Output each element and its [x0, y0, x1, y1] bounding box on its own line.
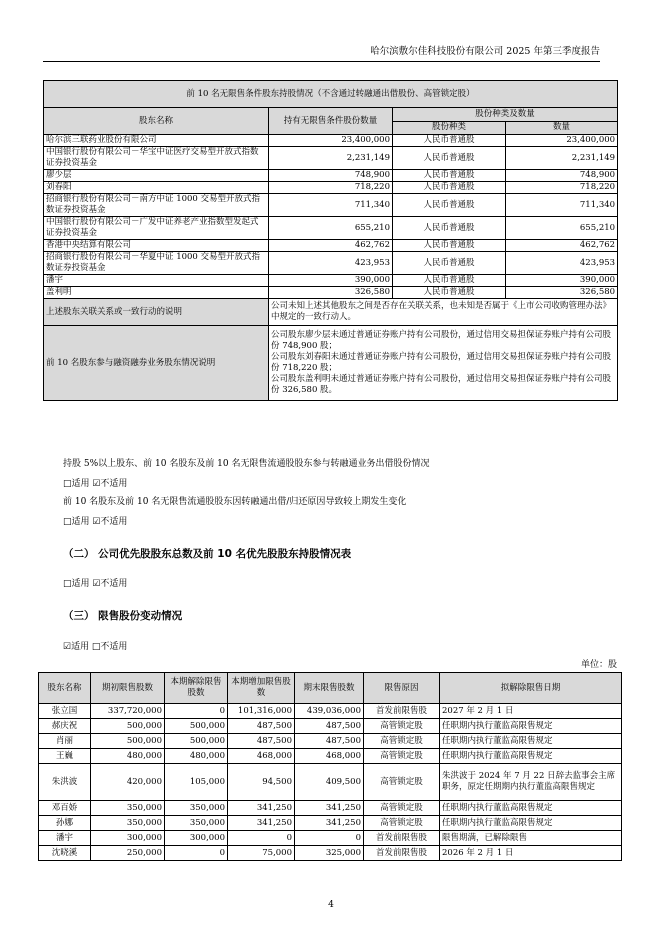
shareholder-qty: 718,220 — [269, 182, 393, 194]
share-type: 人民币普通股 — [393, 182, 506, 194]
margin-trading-line: 公司股东廖少层未通过普通证券账户持有公司股份，通过信用交易担保证券账户持有公司股份 748,900 股； — [271, 330, 612, 351]
shareholder-qty: 23,400,000 — [269, 135, 393, 147]
restriction-reason: 高管锁定股 — [364, 816, 440, 831]
added-shares: 468,000 — [228, 749, 295, 764]
opening-shares: 250,000 — [91, 846, 165, 861]
share-type: 人民币普通股 — [393, 147, 506, 170]
added-shares: 341,250 — [228, 801, 295, 816]
share-count: 2,231,149 — [506, 147, 618, 170]
table-row — [39, 704, 622, 719]
holder-name: 郝庆祝 — [39, 719, 91, 734]
shareholder-name: 香港中央结算有限公司 — [44, 240, 269, 252]
restriction-reason: 首发前限售股 — [364, 831, 440, 846]
table2-col-name: 股东名称 — [39, 673, 91, 704]
closing-shares: 341,250 — [295, 816, 364, 831]
table-row — [44, 135, 618, 147]
holder-name: 肖丽 — [39, 734, 91, 749]
shareholder-qty: 655,210 — [269, 217, 393, 240]
restriction-reason: 高管锁定股 — [364, 764, 440, 801]
release-date: 2027 年 2 月 1 日 — [440, 704, 622, 719]
related-parties-text: 公司未知上述其他股东之间是否存在关联关系，也未知是否属于《上市公司收购管理办法》中规定的一致行动人。 — [269, 299, 618, 326]
share-type: 人民币普通股 — [393, 240, 506, 252]
holder-name: 王巍 — [39, 749, 91, 764]
change-applicability: □适用 ☑不适用 — [63, 517, 128, 527]
opening-shares: 500,000 — [91, 719, 165, 734]
shareholder-qty: 390,000 — [269, 275, 393, 287]
table2-col-added: 本期增加限售股数 — [228, 673, 295, 704]
shareholder-qty: 326,580 — [269, 287, 393, 299]
holder-name: 潘宇 — [39, 831, 91, 846]
restricted-applicability: ☑适用 □不适用 — [63, 642, 128, 652]
opening-shares: 300,000 — [91, 831, 165, 846]
table2-col-reason: 限售原因 — [364, 673, 440, 704]
table-row — [44, 194, 618, 217]
share-type: 人民币普通股 — [393, 252, 506, 275]
released-shares: 105,000 — [165, 764, 228, 801]
table2-col-opening: 期初限售股数 — [91, 673, 165, 704]
restricted-shares-table — [38, 672, 622, 861]
table-row — [39, 734, 622, 749]
table-row — [44, 147, 618, 170]
shareholder-name: 刘春阳 — [44, 182, 269, 194]
release-date: 2026 年 2 月 1 日 — [440, 846, 622, 861]
restriction-reason: 高管锁定股 — [364, 749, 440, 764]
opening-shares: 350,000 — [91, 816, 165, 831]
table2-col-released: 本期解除限售股数 — [165, 673, 228, 704]
margin-trading-text — [269, 326, 618, 401]
share-type: 人民币普通股 — [393, 217, 506, 240]
margin-trading-line: 公司股东刘春阳未通过普通证券账户持有公司股份，通过信用交易担保证券账户持有公司股份 718,220 股； — [271, 352, 612, 373]
page-number: 4 — [328, 900, 334, 910]
holder-name: 朱洪波 — [39, 764, 91, 801]
opening-shares: 337,720,000 — [91, 704, 165, 719]
added-shares: 487,500 — [228, 734, 295, 749]
released-shares: 500,000 — [165, 734, 228, 749]
restriction-reason: 首发前限售股 — [364, 846, 440, 861]
shareholder-qty: 2,231,149 — [269, 147, 393, 170]
opening-shares: 500,000 — [91, 734, 165, 749]
table-row — [44, 240, 618, 252]
holder-name: 沈晓溪 — [39, 846, 91, 861]
table2-col-release-date: 拟解除限售日期 — [440, 673, 622, 704]
released-shares: 0 — [165, 704, 228, 719]
table-row — [39, 719, 622, 734]
opening-shares: 420,000 — [91, 764, 165, 801]
closing-shares: 325,000 — [295, 846, 364, 861]
share-type: 人民币普通股 — [393, 275, 506, 287]
added-shares: 341,250 — [228, 816, 295, 831]
released-shares: 350,000 — [165, 816, 228, 831]
share-type: 人民币普通股 — [393, 287, 506, 299]
change-paragraph: 前 10 名股东及前 10 名无限售流通股股东因转融通出借/归还原因导致较上期发生变化 — [63, 497, 407, 507]
restriction-reason: 首发前限售股 — [364, 704, 440, 719]
table-row — [39, 831, 622, 846]
lending-paragraph: 持股 5%以上股东、前 10 名股东及前 10 名无限售流通股股东参与转融通业务出借股份情况 — [63, 459, 430, 469]
closing-shares: 468,000 — [295, 749, 364, 764]
release-date: 任职期内执行董监高限售规定 — [440, 816, 622, 831]
added-shares: 487,500 — [228, 719, 295, 734]
top10-unrestricted-shareholders-table — [43, 80, 618, 401]
released-shares: 0 — [165, 846, 228, 861]
section-preferred-shares-heading: （二） 公司优先股股东总数及前 10 名优先股股东持股情况表 — [63, 548, 352, 560]
share-count: 423,953 — [506, 252, 618, 275]
release-date: 朱洪波于 2024 年 7 月 22 日辞去监事会主席职务，原定任期期内执行董监高限售规定 — [440, 764, 622, 801]
shareholder-name: 中国银行股份有限公司－广发中证养老产业指数型发起式证券投资基金 — [44, 217, 269, 240]
shareholder-name: 中国银行股份有限公司－华宝中证医疗交易型开放式指数证券投资基金 — [44, 147, 269, 170]
closing-shares: 341,250 — [295, 801, 364, 816]
share-count: 23,400,000 — [506, 135, 618, 147]
table1-col-qty: 持有无限售条件股份数量 — [269, 108, 393, 135]
margin-trading-label: 前 10 名股东参与融资融券业务股东情况说明 — [44, 326, 269, 401]
closing-shares: 487,500 — [295, 719, 364, 734]
release-date: 任职期内执行董监高限售规定 — [440, 801, 622, 816]
share-type: 人民币普通股 — [393, 194, 506, 217]
share-count: 711,340 — [506, 194, 618, 217]
unit-label: 单位：股 — [580, 660, 617, 670]
release-date: 限售期满，已解除限售 — [440, 831, 622, 846]
released-shares: 300,000 — [165, 831, 228, 846]
table-row — [44, 217, 618, 240]
table-row — [39, 749, 622, 764]
margin-trading-line: 公司股东盖利明未通过普通证券账户持有公司股份，通过信用交易担保证券账户持有公司股份 326,580 股。 — [271, 374, 612, 395]
closing-shares: 487,500 — [295, 734, 364, 749]
page-header-title: 哈尔滨敷尔佳科技股份有限公司 2025 年第三季度报告 — [370, 46, 600, 57]
share-count: 462,762 — [506, 240, 618, 252]
share-type: 人民币普通股 — [393, 135, 506, 147]
shareholder-name: 招商银行股份有限公司－华夏中证 1000 交易型开放式指数证券投资基金 — [44, 252, 269, 275]
share-count: 655,210 — [506, 217, 618, 240]
holder-name: 张立国 — [39, 704, 91, 719]
related-parties-label: 上述股东关联关系或一致行动的说明 — [44, 299, 269, 326]
share-count: 748,900 — [506, 170, 618, 182]
shareholder-qty: 711,340 — [269, 194, 393, 217]
table-row — [44, 287, 618, 299]
lending-applicability: □适用 ☑不适用 — [63, 479, 128, 489]
table-row — [44, 170, 618, 182]
closing-shares: 409,500 — [295, 764, 364, 801]
table1-col-type-group: 股份种类及数量 — [393, 108, 618, 122]
opening-shares: 350,000 — [91, 801, 165, 816]
opening-shares: 480,000 — [91, 749, 165, 764]
table-row — [44, 252, 618, 275]
share-type: 人民币普通股 — [393, 170, 506, 182]
shareholder-qty: 423,953 — [269, 252, 393, 275]
holder-name: 邓百娇 — [39, 801, 91, 816]
shareholder-name: 招商银行股份有限公司－南方中证 1000 交易型开放式指数证券投资基金 — [44, 194, 269, 217]
added-shares: 0 — [228, 831, 295, 846]
released-shares: 350,000 — [165, 801, 228, 816]
shareholder-qty: 748,900 — [269, 170, 393, 182]
table2-col-closing: 期末限售股数 — [295, 673, 364, 704]
table-row — [39, 764, 622, 801]
shareholder-name: 哈尔滨三联药业股份有限公司 — [44, 135, 269, 147]
table-row — [39, 816, 622, 831]
closing-shares: 439,036,000 — [295, 704, 364, 719]
preferred-applicability: □适用 ☑不适用 — [63, 579, 128, 589]
restriction-reason: 高管锁定股 — [364, 801, 440, 816]
closing-shares: 0 — [295, 831, 364, 846]
added-shares: 75,000 — [228, 846, 295, 861]
shareholder-name: 盖利明 — [44, 287, 269, 299]
added-shares: 94,500 — [228, 764, 295, 801]
table-row — [39, 801, 622, 816]
section-restricted-shares-heading: （三） 限售股份变动情况 — [63, 610, 183, 622]
share-count: 390,000 — [506, 275, 618, 287]
holder-name: 孙娜 — [39, 816, 91, 831]
table1-col-name: 股东名称 — [44, 108, 269, 135]
table1-col-count: 数量 — [506, 121, 618, 135]
restriction-reason: 高管锁定股 — [364, 734, 440, 749]
share-count: 326,580 — [506, 287, 618, 299]
table1-col-type: 股份种类 — [393, 121, 506, 135]
shareholder-name: 廖少层 — [44, 170, 269, 182]
header-rule — [43, 61, 600, 62]
restriction-reason: 高管锁定股 — [364, 719, 440, 734]
table1-title: 前 10 名无限售条件股东持股情况（不含通过转融通出借股份、高管锁定股） — [44, 81, 618, 108]
shareholder-name: 潘宇 — [44, 275, 269, 287]
added-shares: 101,316,000 — [228, 704, 295, 719]
share-count: 718,220 — [506, 182, 618, 194]
table-row — [44, 182, 618, 194]
release-date: 任职期内执行董监高限售规定 — [440, 749, 622, 764]
release-date: 任职期内执行董监高限售规定 — [440, 734, 622, 749]
table-row — [39, 846, 622, 861]
table-row — [44, 275, 618, 287]
released-shares: 480,000 — [165, 749, 228, 764]
released-shares: 500,000 — [165, 719, 228, 734]
release-date: 任职期内执行董监高限售规定 — [440, 719, 622, 734]
shareholder-qty: 462,762 — [269, 240, 393, 252]
